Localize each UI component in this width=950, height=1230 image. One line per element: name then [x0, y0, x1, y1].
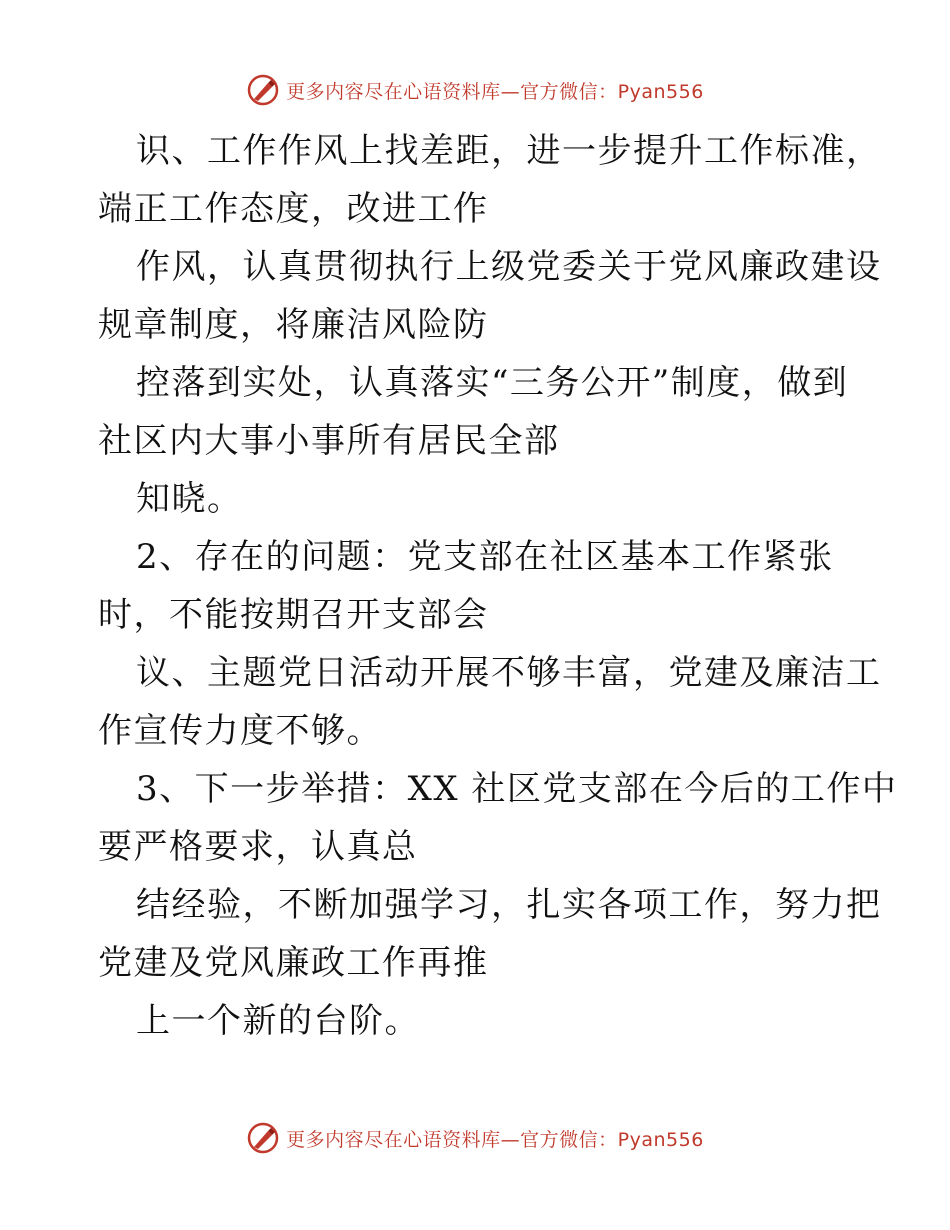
- paragraph: [98, 992, 858, 1050]
- text-line: 结经验，不断加强学习，扎实各项工作，努力把: [136, 885, 882, 925]
- text-line: 端正工作态度，改进工作: [98, 189, 489, 229]
- document-body: [98, 122, 898, 1050]
- text-line: 上一个新的台阶。: [136, 1001, 420, 1041]
- text-line: 社区内大事小事所有居民全部: [98, 421, 560, 461]
- text-line: 要严格要求，认真总: [98, 827, 418, 867]
- text-line: 规章制度，将廉洁风险防: [98, 305, 489, 345]
- text-line: 控落到实处，认真落实“三务公开”制度，做到: [136, 363, 849, 403]
- footer-brand-text: 更多内容尽在心语资料库—官方微信：Pyan556: [286, 1128, 704, 1151]
- pen-seal-icon: [246, 73, 280, 107]
- text-line: 作宣传力度不够。: [98, 711, 382, 751]
- paragraph: [98, 470, 858, 528]
- paragraph: [98, 238, 882, 354]
- header-brand-text: 更多内容尽在心语资料库—官方微信：Pyan556: [286, 80, 704, 103]
- text-line: 作风，认真贯彻执行上级党委关于党风廉政建设: [136, 247, 882, 287]
- paragraph: [98, 122, 882, 238]
- paragraph: [98, 644, 882, 760]
- paragraph: [98, 354, 858, 470]
- text-line: 识、工作作风上找差距，进一步提升工作标准，: [136, 131, 882, 171]
- text-line: 党建及党风廉政工作再推: [98, 943, 489, 983]
- page-footer: [0, 1118, 950, 1158]
- paragraph: [98, 760, 898, 876]
- paragraph: [98, 876, 882, 992]
- page-header: [0, 70, 950, 110]
- text-line: 2、存在的问题：党支部在社区基本工作紧张: [136, 537, 834, 577]
- footer-brand: [246, 1121, 704, 1155]
- text-line: 时，不能按期召开支部会: [98, 595, 489, 635]
- pen-seal-icon: [246, 1121, 280, 1155]
- text-line: 知晓。: [136, 479, 243, 519]
- paragraph: [98, 528, 858, 644]
- text-line: 3、下一步举措：XX 社区党支部在今后的工作中: [136, 769, 898, 809]
- header-brand: [246, 73, 704, 107]
- text-line: 议、主题党日活动开展不够丰富，党建及廉洁工: [136, 653, 882, 693]
